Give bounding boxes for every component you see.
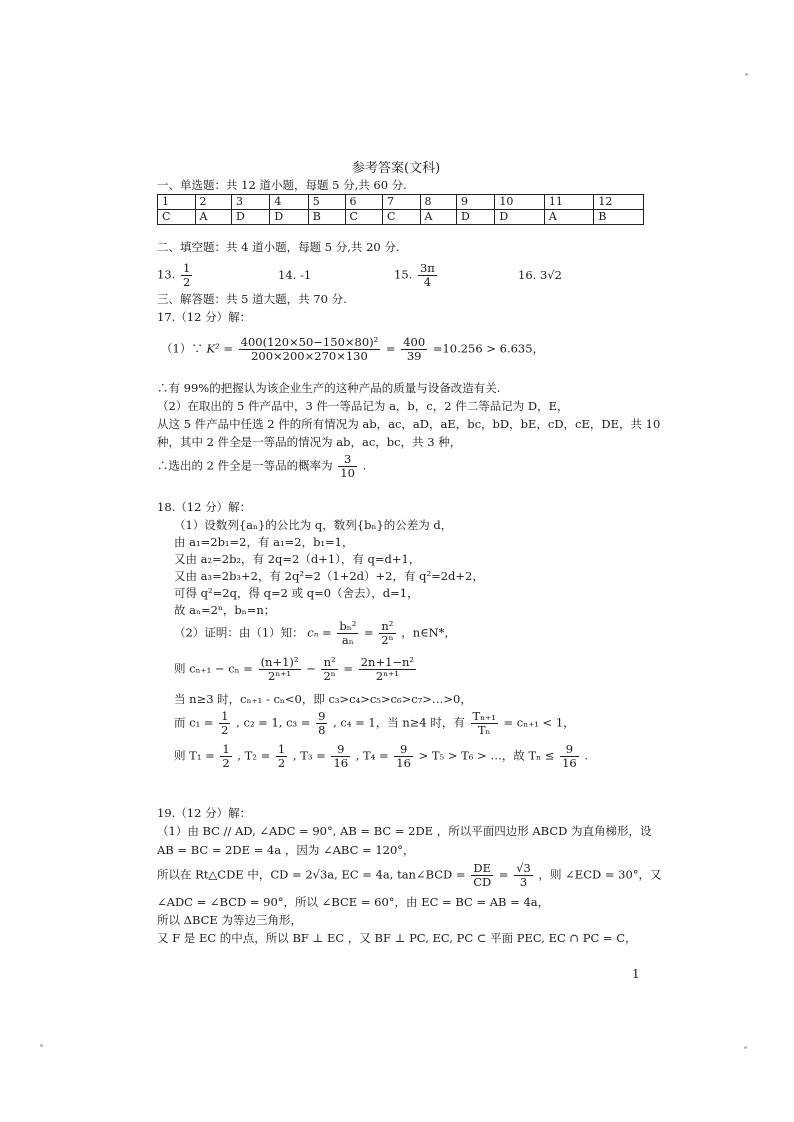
table-cell: C (158, 210, 196, 225)
table-cell: D (495, 210, 545, 225)
q18-l10-suffix: = cₙ₊₁ < 1， (503, 715, 575, 730)
q17-k2: K² = (206, 341, 233, 356)
table-cell: C (345, 210, 383, 225)
page-number: 1 (632, 967, 640, 981)
q17-result: =10.256 > 6.635， (432, 341, 545, 356)
q18-l11-t2: , T₂ = (237, 748, 271, 763)
q17-frac-second (401, 336, 427, 363)
fraction-numerator: Tₙ₊₁ (472, 709, 496, 723)
fraction-numerator: 3π (419, 261, 435, 275)
scan-mark (40, 1044, 43, 1047)
q18-l7-prefix: （2）证明：由（1）知： (174, 625, 304, 640)
fraction-numerator: 9 (318, 709, 326, 723)
table-cell: B (594, 210, 644, 225)
q17-line3: （2）在取出的 5 件产品中，3 件一等品记为 a，b，c，2 件二等品记为 D，E， (157, 399, 569, 413)
fraction-denominator: Tₙ (477, 723, 491, 738)
section1-heading: 一、单选题：共 12 道小题，每题 5 分,共 60 分. (157, 178, 407, 192)
fraction-denominator: 2 (222, 756, 230, 771)
q14-value: -1 (299, 268, 312, 282)
q19-l3-prefix: 所以在 Rt△CDE 中，CD = 2√3a, EC = 4a, tan∠BCD = (157, 867, 466, 882)
table-cell: 6 (345, 195, 383, 210)
fraction-numerator: 1 (222, 742, 230, 756)
q19-line5: 所以 ΔBCE 为等边三角形， (157, 913, 302, 927)
q18-l8-frac1 (259, 656, 301, 683)
fraction-denominator: 16 (396, 756, 411, 771)
fraction-denominator: 8 (318, 723, 326, 738)
table-cell: D (270, 210, 308, 225)
q18-line2: 由 a₁=2b₁=2，有 a₁=2，b₁=1， (174, 535, 354, 549)
section2-heading: 二、填空题：共 4 道小题，每题 5 分,共 20 分. (157, 240, 400, 254)
q18-l10-frac2 (316, 710, 327, 737)
table-cell: 7 (383, 195, 421, 210)
fraction-numerator: 400 (403, 335, 426, 349)
q19-l3-eq: = (498, 867, 509, 882)
scan-mark (744, 1046, 747, 1049)
q19-line6: 又 F 是 EC 的中点，所以 BF ⊥ EC ，又 BF ⊥ PC, EC, PC ⊂ 平面 PEC, EC ∩ PC = C， (157, 931, 637, 945)
q15-answer (394, 262, 439, 289)
q18-line3: 又由 a₂=2b₂，有 2q=2（d+1），有 q=d+1， (174, 552, 421, 566)
fraction-numerator: 3 (338, 453, 357, 467)
fraction-denominator: 2 (277, 756, 286, 771)
fraction-numerator: 9 (394, 743, 413, 757)
q18-l11-frac3 (331, 743, 350, 770)
table-cell: 4 (270, 195, 308, 210)
fraction-denominator: 2ⁿ⁺¹ (268, 669, 292, 684)
q17-line6 (157, 453, 366, 480)
q17-line5: 种，其中 2 件全是一等品的情况为 ab，ac，bc，共 3 种， (157, 435, 462, 449)
q16-value: 3√2 (539, 268, 562, 282)
q19-line1: （1）由 BC // AD, ∠ADC = 90°, AB = BC = 2DE ，所以平面四边形 ABCD 为直角梯形，设 (157, 824, 652, 838)
q14-answer (278, 268, 311, 284)
fraction-denominator: 2 (221, 723, 229, 738)
q17-line2: ∴有 99%的把握认为该企业生产的这种产品的质量与设备改造有关. (157, 381, 501, 395)
fraction-numerator: 2n+1−n² (360, 655, 415, 669)
q18-l10-frac1 (219, 710, 230, 737)
fraction-denominator: 2ⁿ⁺¹ (375, 669, 399, 684)
q18-l10-frac3 (471, 710, 498, 737)
q18-l10-mid2: , c₄ = 1，当 n≥4 时，有 (333, 715, 465, 730)
q18-line8 (174, 656, 418, 683)
fraction-denominator: 2ⁿ (323, 669, 336, 684)
fraction-denominator: 4 (423, 275, 432, 290)
q17-probability-fraction (338, 453, 357, 480)
table-cell: D (457, 210, 495, 225)
q18-l7-frac1 (337, 620, 358, 647)
q18-l11-frac1 (220, 743, 231, 770)
q18-l8-eq: = (343, 661, 354, 676)
q19-header: 19.（12 分）解： (157, 806, 252, 820)
q18-line6: 故 aₙ=2ⁿ，bₙ=n； (174, 603, 276, 617)
q18-line11 (174, 743, 588, 770)
section3-heading: 三、解答题：共 5 道大题，共 70 分. (157, 292, 347, 306)
table-cell: 10 (495, 195, 545, 210)
fraction-numerator: 400(120×50−150×80)² (240, 335, 379, 349)
q17-header: 17.（12 分）解： (157, 310, 252, 324)
q18-l11-frac2 (276, 743, 287, 770)
table-cell: 8 (420, 195, 456, 210)
table-cell: 3 (231, 195, 269, 210)
q18-l7-c: cₙ = (307, 625, 332, 640)
q18-line9: 当 n≥3 时，cₙ₊₁ - cₙ<0，即 c₃>c₄>c₅>c₆>c₇>…>0， (174, 692, 472, 706)
q18-header: 18.（12 分）解： (157, 500, 252, 514)
q17-line4: 从这 5 件产品中任选 2 件的所有情况为 ab，ac，aD，aE，bc，bD，bE，cD，cE，DE，共 10 (157, 417, 661, 431)
q18-line7 (174, 620, 456, 647)
q18-l11-prefix: 则 T₁ = (174, 748, 215, 763)
table-cell: 12 (594, 195, 644, 210)
fraction-numerator: 9 (560, 743, 579, 757)
fraction-denominator: 2ⁿ (381, 633, 394, 648)
q13-fraction (181, 262, 192, 289)
q18-l11-frac5 (560, 743, 579, 770)
table-cell: D (231, 210, 269, 225)
q17-line6-prefix: ∴选出的 2 件全是一等品的概率为 (157, 458, 333, 473)
fraction-numerator: √3 (516, 861, 531, 875)
table-cell: C (383, 210, 421, 225)
q17-formula-line (161, 336, 544, 363)
page-title: 参考答案(文科) (352, 161, 441, 176)
q19-line3 (157, 862, 662, 889)
q13-label: 13. (157, 267, 176, 282)
q18-l11-frac4 (394, 743, 413, 770)
q18-line4: 又由 a₃=2b₃+2，有 2q²=2（1+2d）+2，有 q²=2d+2， (174, 569, 484, 583)
q18-line10 (174, 710, 575, 737)
table-cell: A (195, 210, 231, 225)
fraction-denominator: 10 (340, 466, 355, 481)
q17-line6-suffix: . (362, 458, 367, 473)
q16-label: 16. (518, 268, 537, 282)
q18-l11-t4: , T₄ = (355, 748, 389, 763)
fraction-numerator: 1 (277, 742, 286, 756)
table-row-numbers (158, 195, 644, 210)
q18-l7-frac2 (379, 620, 395, 647)
q18-l7-suffix: ，n∈N*， (401, 625, 456, 640)
q18-l8-frac2 (321, 656, 337, 683)
fraction-denominator: aₙ (341, 633, 354, 648)
q14-label: 14. (278, 268, 297, 282)
fraction-numerator: 1 (221, 709, 229, 723)
table-cell: A (544, 210, 594, 225)
fraction-numerator: n² (321, 656, 337, 670)
q15-fraction (418, 262, 437, 289)
table-cell: 5 (308, 195, 345, 210)
q16-answer (518, 268, 562, 284)
fraction-numerator: DE (471, 862, 493, 876)
q19-line4: ∠ADC = ∠BCD = 90°，所以 ∠BCE = 60°，由 EC = BC = AB = 4a， (157, 895, 550, 909)
fraction-denominator: 2 (182, 275, 191, 290)
q18-line1: （1）设数列{aₙ}的公比为 q，数列{bₙ}的公差为 d， (174, 518, 453, 532)
fraction-numerator: (n+1)² (260, 655, 299, 669)
q18-l11-t3: , T₃ = (292, 748, 326, 763)
q17-p1-prefix: （1）∵ (161, 341, 203, 356)
q18-l8-minus: − (306, 661, 316, 676)
fraction-numerator: 1 (182, 261, 191, 275)
q17-eq: = (385, 341, 396, 356)
q18-l11-rest: > T₅ > T₆ > …，故 Tₙ ≤ (418, 748, 555, 763)
fraction-denominator: 200×200×270×130 (251, 349, 368, 364)
table-cell: 9 (457, 195, 495, 210)
fraction-numerator: n² (379, 620, 395, 634)
q18-l10-mid1: , c₂ = 1, c₃ = (236, 715, 311, 730)
q18-l8-frac3 (359, 656, 416, 683)
fraction-denominator: 3 (519, 875, 528, 890)
table-cell: A (420, 210, 456, 225)
fill-answers-row (157, 262, 194, 289)
q18-l8-prefix: 则 cₙ₊₁ − cₙ = (174, 661, 253, 676)
table-cell: 11 (544, 195, 594, 210)
answer-table (157, 194, 644, 225)
q19-l3-suffix: ，则 ∠ECD = 30°，又 (538, 867, 662, 882)
table-cell: 2 (195, 195, 231, 210)
table-row-answers (158, 210, 644, 225)
scan-mark (745, 73, 748, 76)
fraction-numerator: bₙ² (339, 619, 357, 633)
table-cell: 1 (158, 195, 196, 210)
fraction-denominator: 16 (333, 756, 349, 771)
q19-line2: AB = BC = 2DE = 4a ，因为 ∠ABC = 120°， (157, 843, 415, 857)
fraction-denominator: 16 (562, 756, 577, 771)
table-cell: B (308, 210, 345, 225)
fraction-numerator: 9 (331, 743, 350, 757)
fraction-denominator: 39 (406, 349, 422, 364)
q18-l11-end: . (584, 748, 589, 763)
q18-l7-eq: = (363, 625, 374, 640)
q18-l10-prefix: 而 c₁ = (174, 715, 214, 730)
fraction-denominator: CD (473, 875, 492, 890)
q15-label: 15. (394, 267, 413, 282)
q19-l3-frac1 (471, 862, 493, 889)
q18-line5: 可得 q²=2q，得 q=2 或 q=0（舍去），d=1， (174, 586, 419, 600)
q19-l3-frac2 (514, 862, 533, 889)
q17-frac-main (239, 336, 381, 363)
